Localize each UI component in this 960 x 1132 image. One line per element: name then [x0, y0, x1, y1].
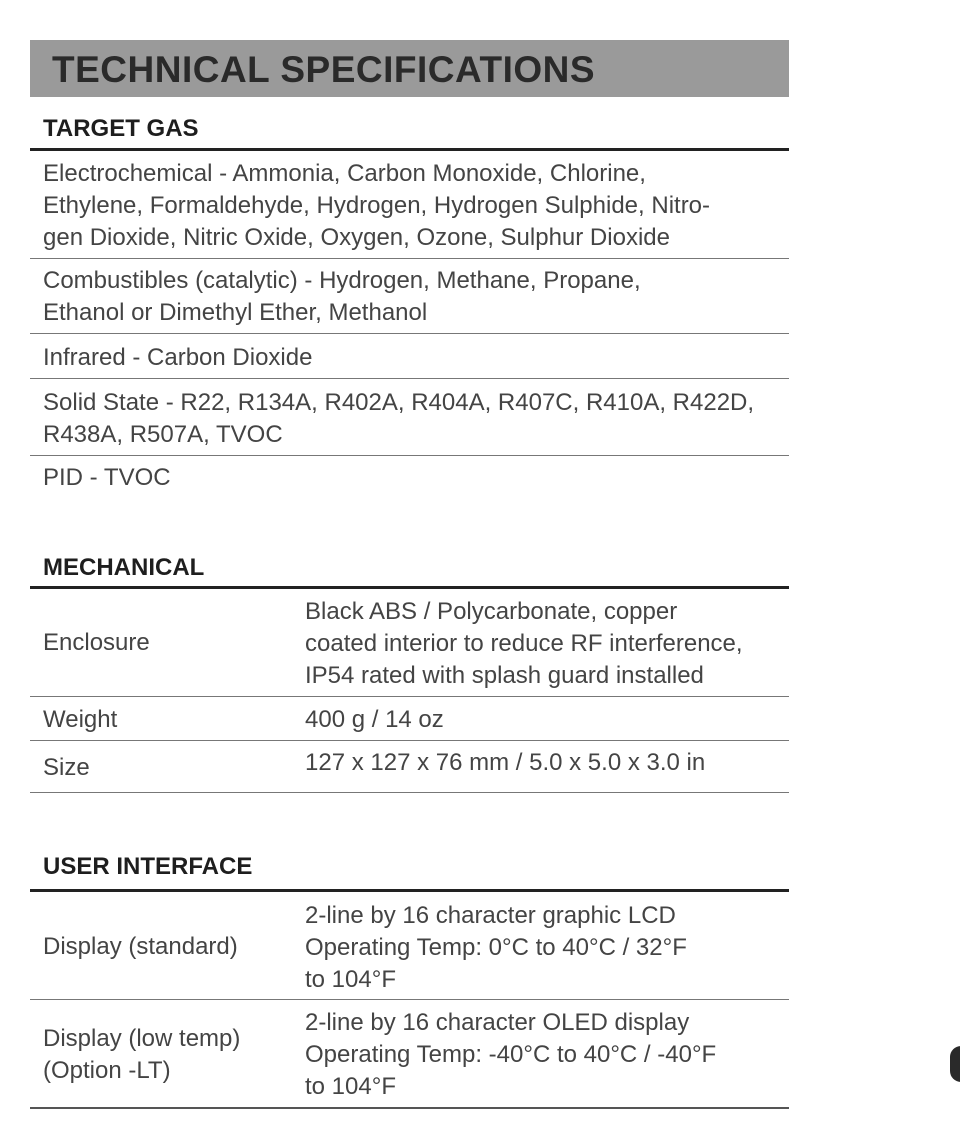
- target-gas-row: Combustibles (catalytic) - Hydrogen, Methane, Propane, Ethanol or Dimethyl Ether, Methanol: [43, 267, 641, 326]
- target-gas-row: Solid State - R22, R134A, R402A, R404A, R407C, R410A, R422D, R438A, R507A, TVOC: [43, 389, 755, 448]
- section-divider: [30, 889, 789, 892]
- row-divider: [30, 696, 789, 697]
- row-divider: [30, 740, 789, 741]
- spec-label-enclosure: Enclosure: [43, 629, 150, 656]
- target-gas-row: Infrared - Carbon Dioxide: [43, 344, 313, 371]
- section-heading-mechanical: MECHANICAL: [43, 554, 205, 581]
- section-heading-user-interface: USER INTERFACE: [43, 853, 253, 880]
- row-divider: [30, 258, 789, 259]
- section-divider: [30, 148, 789, 151]
- section-divider: [30, 586, 789, 589]
- spec-label-weight: Weight: [43, 706, 118, 733]
- row-divider: [30, 333, 789, 334]
- spec-value-display-low-temp: 2-line by 16 character OLED display Operating Temp: -40°C to 40°C / -40°F to 104°F: [305, 1009, 717, 1100]
- spec-value-enclosure: Black ABS / Polycarbonate, copper coated interior to reduce RF interference, IP54 rated with splash guard installed: [305, 598, 743, 689]
- spec-value-weight: 400 g / 14 oz: [305, 706, 444, 733]
- row-divider: [30, 455, 789, 456]
- spec-label-display-standard: Display (standard): [43, 933, 238, 960]
- row-divider: [30, 378, 789, 379]
- title-banner: [30, 40, 789, 97]
- edge-scroll-handle[interactable]: [950, 1046, 960, 1082]
- spec-label-display-low-temp: Display (low temp) (Option -LT): [43, 1025, 241, 1084]
- section-heading-target-gas: TARGET GAS: [43, 115, 199, 142]
- row-divider: [30, 792, 789, 793]
- spec-label-size: Size: [43, 754, 90, 781]
- target-gas-row: PID - TVOC: [43, 464, 171, 491]
- row-divider: [30, 1107, 789, 1109]
- target-gas-row: Electrochemical - Ammonia, Carbon Monoxide, Chlorine, Ethylene, Formaldehyde, Hydrogen, Hydrogen Sulphide, Nitro- gen Dioxide, Nitric Oxide, Oxygen, Ozone, Sulphur Dioxide: [43, 160, 711, 251]
- page-title: TECHNICAL SPECIFICATIONS: [52, 49, 596, 90]
- spec-value-display-standard: 2-line by 16 character graphic LCD Operating Temp: 0°C to 40°C / 32°F to 104°F: [305, 902, 687, 993]
- row-divider: [30, 999, 789, 1000]
- spec-value-size: 127 x 127 x 76 mm / 5.0 x 5.0 x 3.0 in: [305, 749, 706, 776]
